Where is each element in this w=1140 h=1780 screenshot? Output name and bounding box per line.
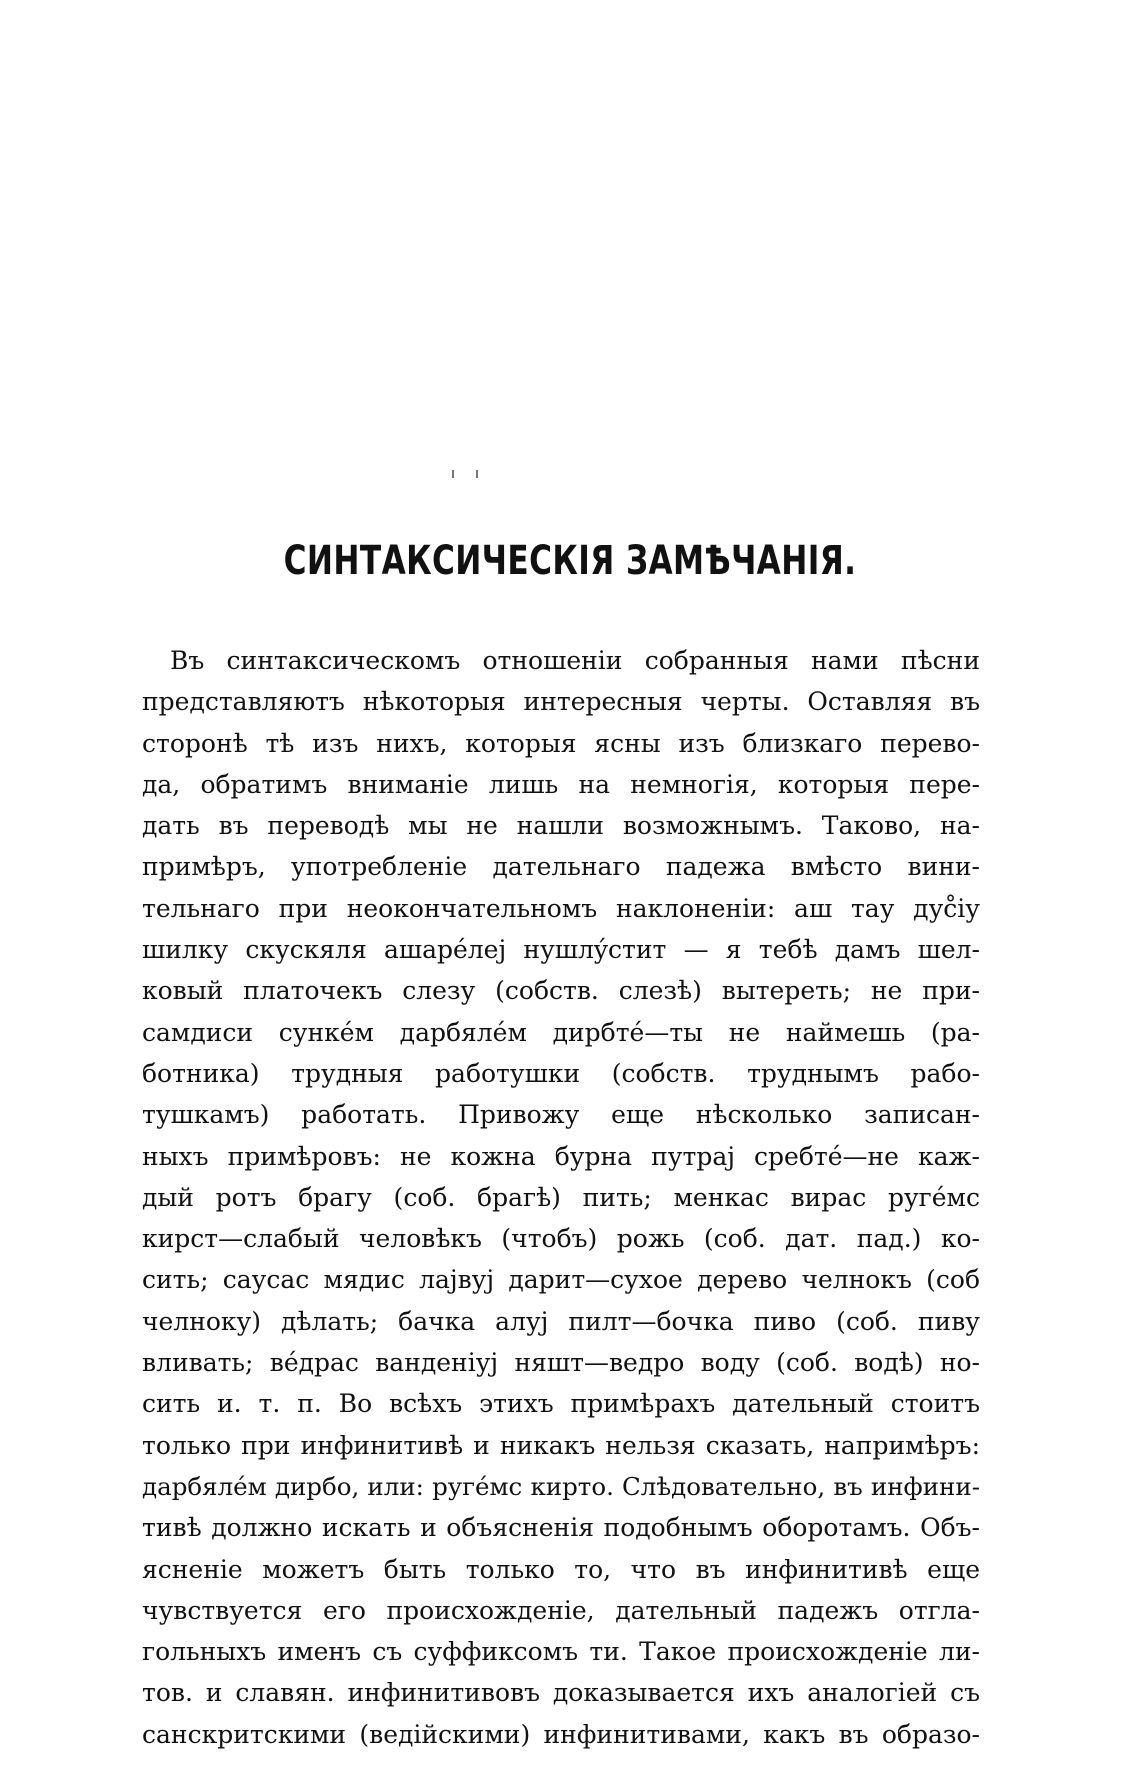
text-line: сить; саусас мядис лајвуј дарит—сухое дерево челнокъ (соб	[142, 1265, 980, 1295]
text-line: тельнаго при неокончательномъ наклоненіи: аш тау дус̊іу	[142, 893, 980, 923]
page-marks	[452, 470, 492, 482]
text-line: представляютъ нѣкоторыя интересныя черты. Оставляя въ	[142, 687, 980, 717]
text-line: челноку) дѣлать; бачка алуј пилт—бочка пиво (соб. пиву	[142, 1306, 980, 1336]
page-title: СИНТАКСИЧЕСКІЯ ЗАМѢЧАНІЯ.	[283, 538, 857, 584]
text-line: кирст—слабый человѣкъ (чтобъ) рожь (соб. дат. пад.) ко-	[142, 1224, 980, 1254]
text-line: гольныхъ именъ съ суффиксомъ ти. Такое происхожденіе ли-	[142, 1637, 980, 1667]
ink-mark	[452, 470, 454, 478]
text-line: Въ синтаксическомъ отношеніи собранныя нами пѣсни	[170, 646, 980, 675]
text-line: тушкамъ) работать. Привожу еще нѣсколько записан-	[142, 1100, 980, 1130]
text-line: только при инфинитивѣ и никакъ нельзя сказать, напримѣръ:	[142, 1430, 980, 1460]
text-line: да, обратимъ вниманіе лишь на немногія, которыя пере-	[142, 769, 980, 799]
body-text	[142, 640, 980, 1755]
text-line: ныхъ примѣровъ: не кожна бурна путрај сребтé—не каж-	[142, 1141, 980, 1171]
text-line: примѣръ, употребленіе дательнаго падежа вмѣсто вини-	[142, 852, 980, 882]
text-line: дать въ переводѣ мы не нашли возможнымъ. Таково, на-	[142, 811, 980, 841]
text-line: тов. и славян. инфинитивовъ доказывается ихъ аналогіей съ	[142, 1678, 980, 1708]
text-line: санскритскими (ведійскими) инфинитивами, какъ въ образо-	[142, 1719, 980, 1749]
text-line: сить и. т. п. Во всѣхъ этихъ примѣрахъ дательный стоитъ	[142, 1389, 980, 1419]
text-line: сторонѣ тѣ изъ нихъ, которыя ясны изъ близкаго перево-	[142, 728, 980, 758]
text-line: дарбялéм дирбо, или: ругéмс кирто. Слѣдовательно, въ инфини-	[142, 1471, 980, 1501]
text-line: шилку скускяля ашарéлеј нушлýстит — я тебѣ дамъ шел-	[142, 935, 980, 965]
text-line: вливать; вéдрас ванденіуј няшт—ведро воду (соб. водѣ) но-	[142, 1348, 980, 1378]
ink-mark	[476, 470, 478, 478]
text-line: самдиси сункéм дарбялéм дирбтé—ты не наймешь (ра-	[142, 1017, 980, 1047]
text-line: ботника) трудныя работушки (собств. труднымъ рабо-	[142, 1058, 980, 1088]
text-line: ясненіе можетъ быть только то, что въ инфинитивѣ еще	[142, 1554, 980, 1584]
text-line: тивѣ должно искать и объясненія подобнымъ оборотамъ. Объ-	[142, 1513, 980, 1543]
text-line: ковый платочекъ слезу (собств. слезѣ) вытереть; не при-	[142, 976, 980, 1006]
text-line: дый ротъ брагу (соб. брагѣ) пить; менкас вирас ругéмс	[142, 1182, 980, 1212]
text-line: чувствуется его происхожденіе, дательный падежъ отгла-	[142, 1595, 980, 1625]
